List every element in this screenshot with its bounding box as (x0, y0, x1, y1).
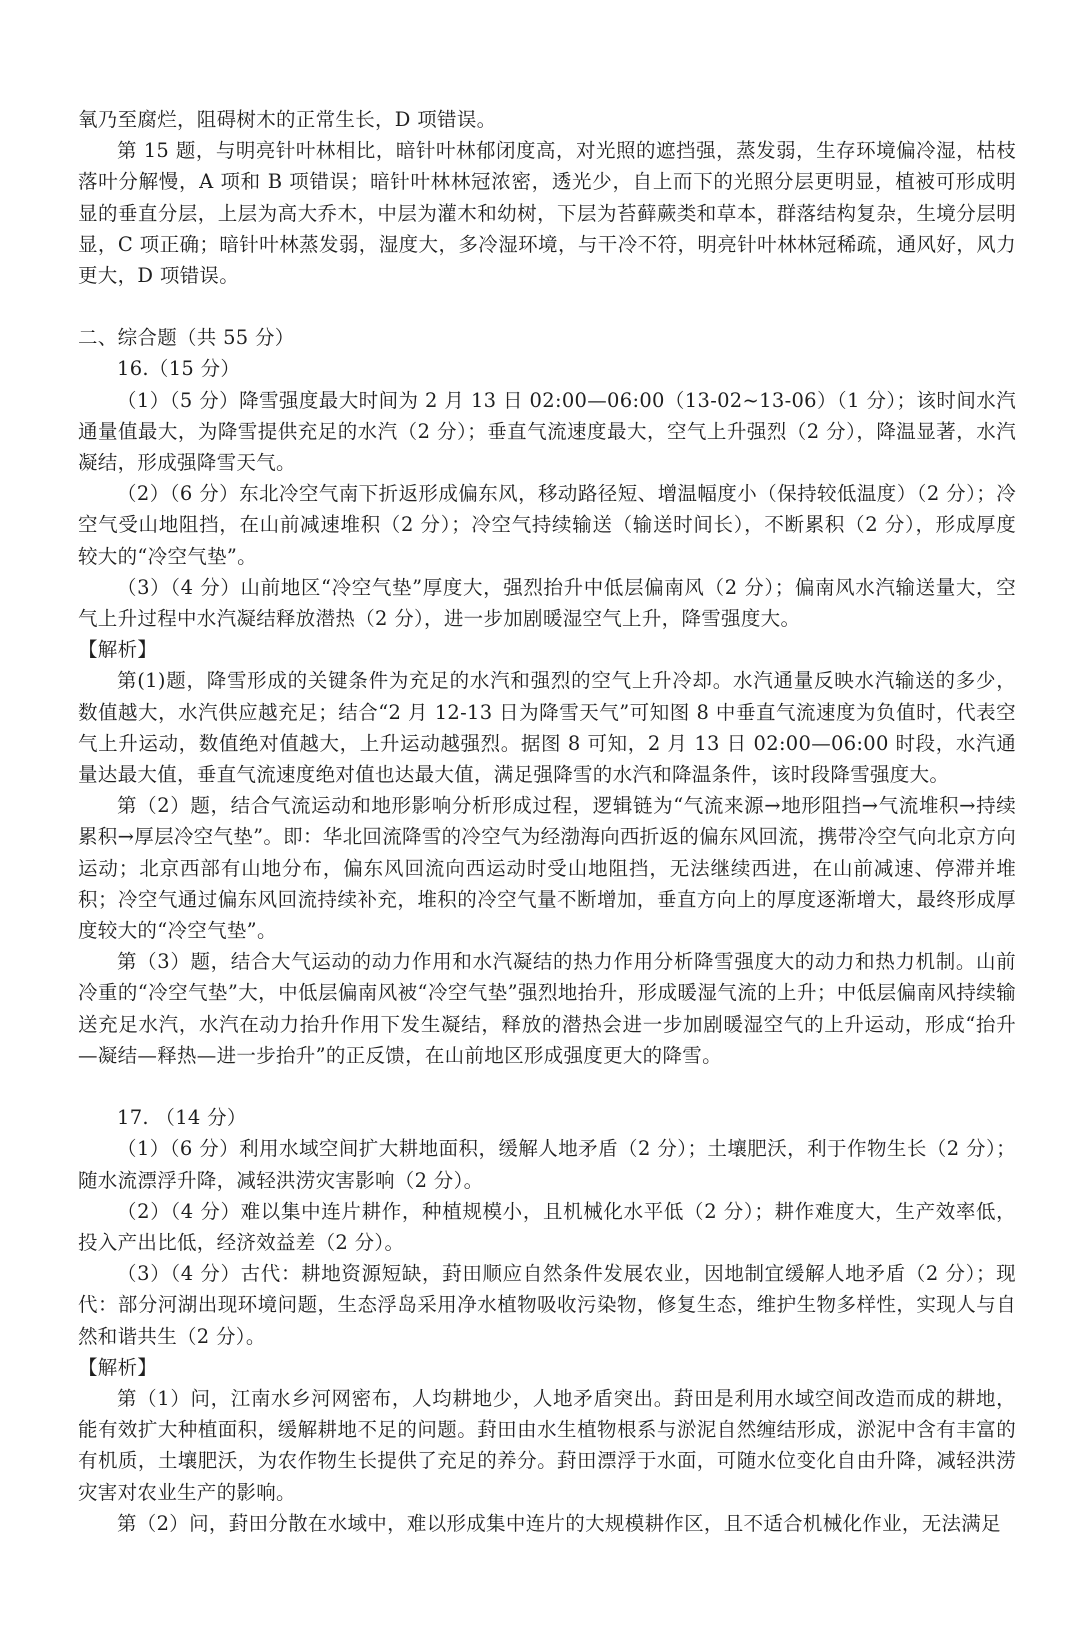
q17-answer-2: （2）（4 分）难以集中连片耕作，种植规模小，且机械化水平低（2 分）；耕作难度大，生产效率低，投入产出比低，经济效益差（2 分）。 (78, 1199, 1016, 1254)
q16-analysis-label: 【解析】 (78, 638, 158, 662)
document-page (78, 104, 1016, 1539)
q17-header: 17. （14 分） (117, 1106, 247, 1130)
q16-answer-2: （2）（6 分）东北冷空气南下折返形成偏东风，移动路径短、增温幅度小（保持较低温度）（2 分）；冷空气受山地阻挡，在山前减速堆积（2 分）；冷空气持续输送（输送时间长），不断累积（2 分），形成厚度较大的“冷空气垫”。 (78, 482, 1016, 568)
spacer (78, 291, 1016, 322)
q17-explanation-1: 第（1）问，江南水乡河网密布，人均耕地少，人地矛盾突出。葑田是利用水域空间改造而成的耕地，能有效扩大种植面积，缓解耕地不足的问题。葑田由水生植物根系与淤泥自然缠结形成，淤泥中含有丰富的有机质，土壤肥沃，为农作物生长提供了充足的养分。葑田漂浮于水面，可随水位变化自由升降，减轻洪涝灾害对农业生产的影响。 (78, 1386, 1016, 1504)
q16-explanation-2: 第（2）题，结合气流运动和地形影响分析形成过程，逻辑链为“气流来源→地形阻挡→气流堆积→持续累积→厚层冷空气垫”。即：华北回流降雪的冷空气为经渤海向西折返的偏东风回流，携带冷空气向北京方向运动；北京西部有山地分布，偏东风回流向西运动时受山地阻挡，无法继续西进，在山前减速、停滞并堆积；冷空气通过偏东风回流持续补充，堆积的冷空气量不断增加，垂直方向上的厚度逐渐增大，最终形成厚度较大的“冷空气垫”。 (78, 794, 1016, 943)
q17-answer-1: （1）（6 分）利用水域空间扩大耕地面积，缓解人地矛盾（2 分）；土壤肥沃，利于作物生长（2 分）；随水流漂浮升降，减轻洪涝灾害影响（2 分）。 (78, 1137, 1016, 1192)
q16-header: 16.（15 分） (117, 357, 241, 381)
q16-answer-1: （1）（5 分）降雪强度最大时间为 2 月 13 日 02:00—06:00（13-02~13-06）（1 分）；该时间水汽通量值最大，为降雪提供充足的水汽（2 分）；垂直气流速度最大，空气上升强烈（2 分），降温显著，水汽凝结，形成强降雪天气。 (78, 388, 1016, 475)
q16-explanation-3: 第（3）题，结合大气运动的动力作用和水汽凝结的热力作用分析降雪强度大的动力和热力机制。山前冷重的“冷空气垫”大，中低层偏南风被“冷空气垫”强烈地抬升，形成暖湿气流的上升；中低层偏南风持续输送充足水汽，水汽在动力抬升作用下发生凝结，释放的潜热会进一步加剧暖湿空气的上升运动，形成“抬升—凝结—释热—进一步抬升”的正反馈，在山前地区形成强度更大的降雪。 (78, 950, 1016, 1067)
q15-explanation: 第 15 题，与明亮针叶林相比，暗针叶林郁闭度高，对光照的遮挡强，蒸发弱，生存环境偏冷湿，枯枝落叶分解慢，A 项和 B 项错误；暗针叶林林冠浓密，透光少，自上而下的光照分层更明显，植被可形成明显的垂直分层，上层为高大乔木，中层为灌木和幼树，下层为苔藓蕨类和草本，群落结构复杂，生境分层明显，C 项正确；暗针叶林蒸发弱，湿度大，多冷湿环境，与干冷不符，明亮针叶林林冠稀疏，通风好，风力更大，D 项错误。 (78, 139, 1016, 288)
q17-analysis-label: 【解析】 (78, 1355, 158, 1379)
carry-over-paragraph: 氧乃至腐烂，阻碍树木的正常生长，D 项错误。 (78, 108, 497, 131)
q17-explanation-2: 第（2）问，葑田分散在水域中，难以形成集中连片的大规模耕作区，且不适合机械化作业，无法满足 (117, 1511, 1001, 1535)
q16-explanation-1: 第(1)题，降雪形成的关键条件为充足的水汽和强烈的空气上升冷却。水汽通量反映水汽输送的多少，数值越大，水汽供应越充足；结合“2 月 12-13 日为降雪天气”可知图 8 中垂直气流速度为负值时，代表空气上升运动，数值绝对值越大，上升运动越强烈。据图 8 可知，2 月 13 日 02:00—06:00 时段，水汽通量达最大值，垂直气流速度绝对值也达最大值，满足强降雪的水汽和降温条件，该时段降雪强度大。 (78, 669, 1017, 787)
q17-answer-3: （3）（4 分）古代：耕地资源短缺，葑田顺应自然条件发展农业，因地制宜缓解人地矛盾（2 分）；现代：部分河湖出现环境问题，生态浮岛采用净水植物吸收污染物，修复生态，维护生物多样性，实现人与自然和谐共生（2 分）。 (78, 1262, 1016, 1348)
q16-answer-3: （3）（4 分）山前地区“冷空气垫”厚度大，强烈抬升中低层偏南风（2 分）；偏南风水汽输送量大，空气上升过程中水汽凝结释放潜热（2 分），进一步加剧暖湿空气上升，降雪强度大。 (78, 575, 1016, 631)
spacer (78, 1071, 1016, 1102)
section-title: 二、综合题（共 55 分） (78, 326, 295, 350)
